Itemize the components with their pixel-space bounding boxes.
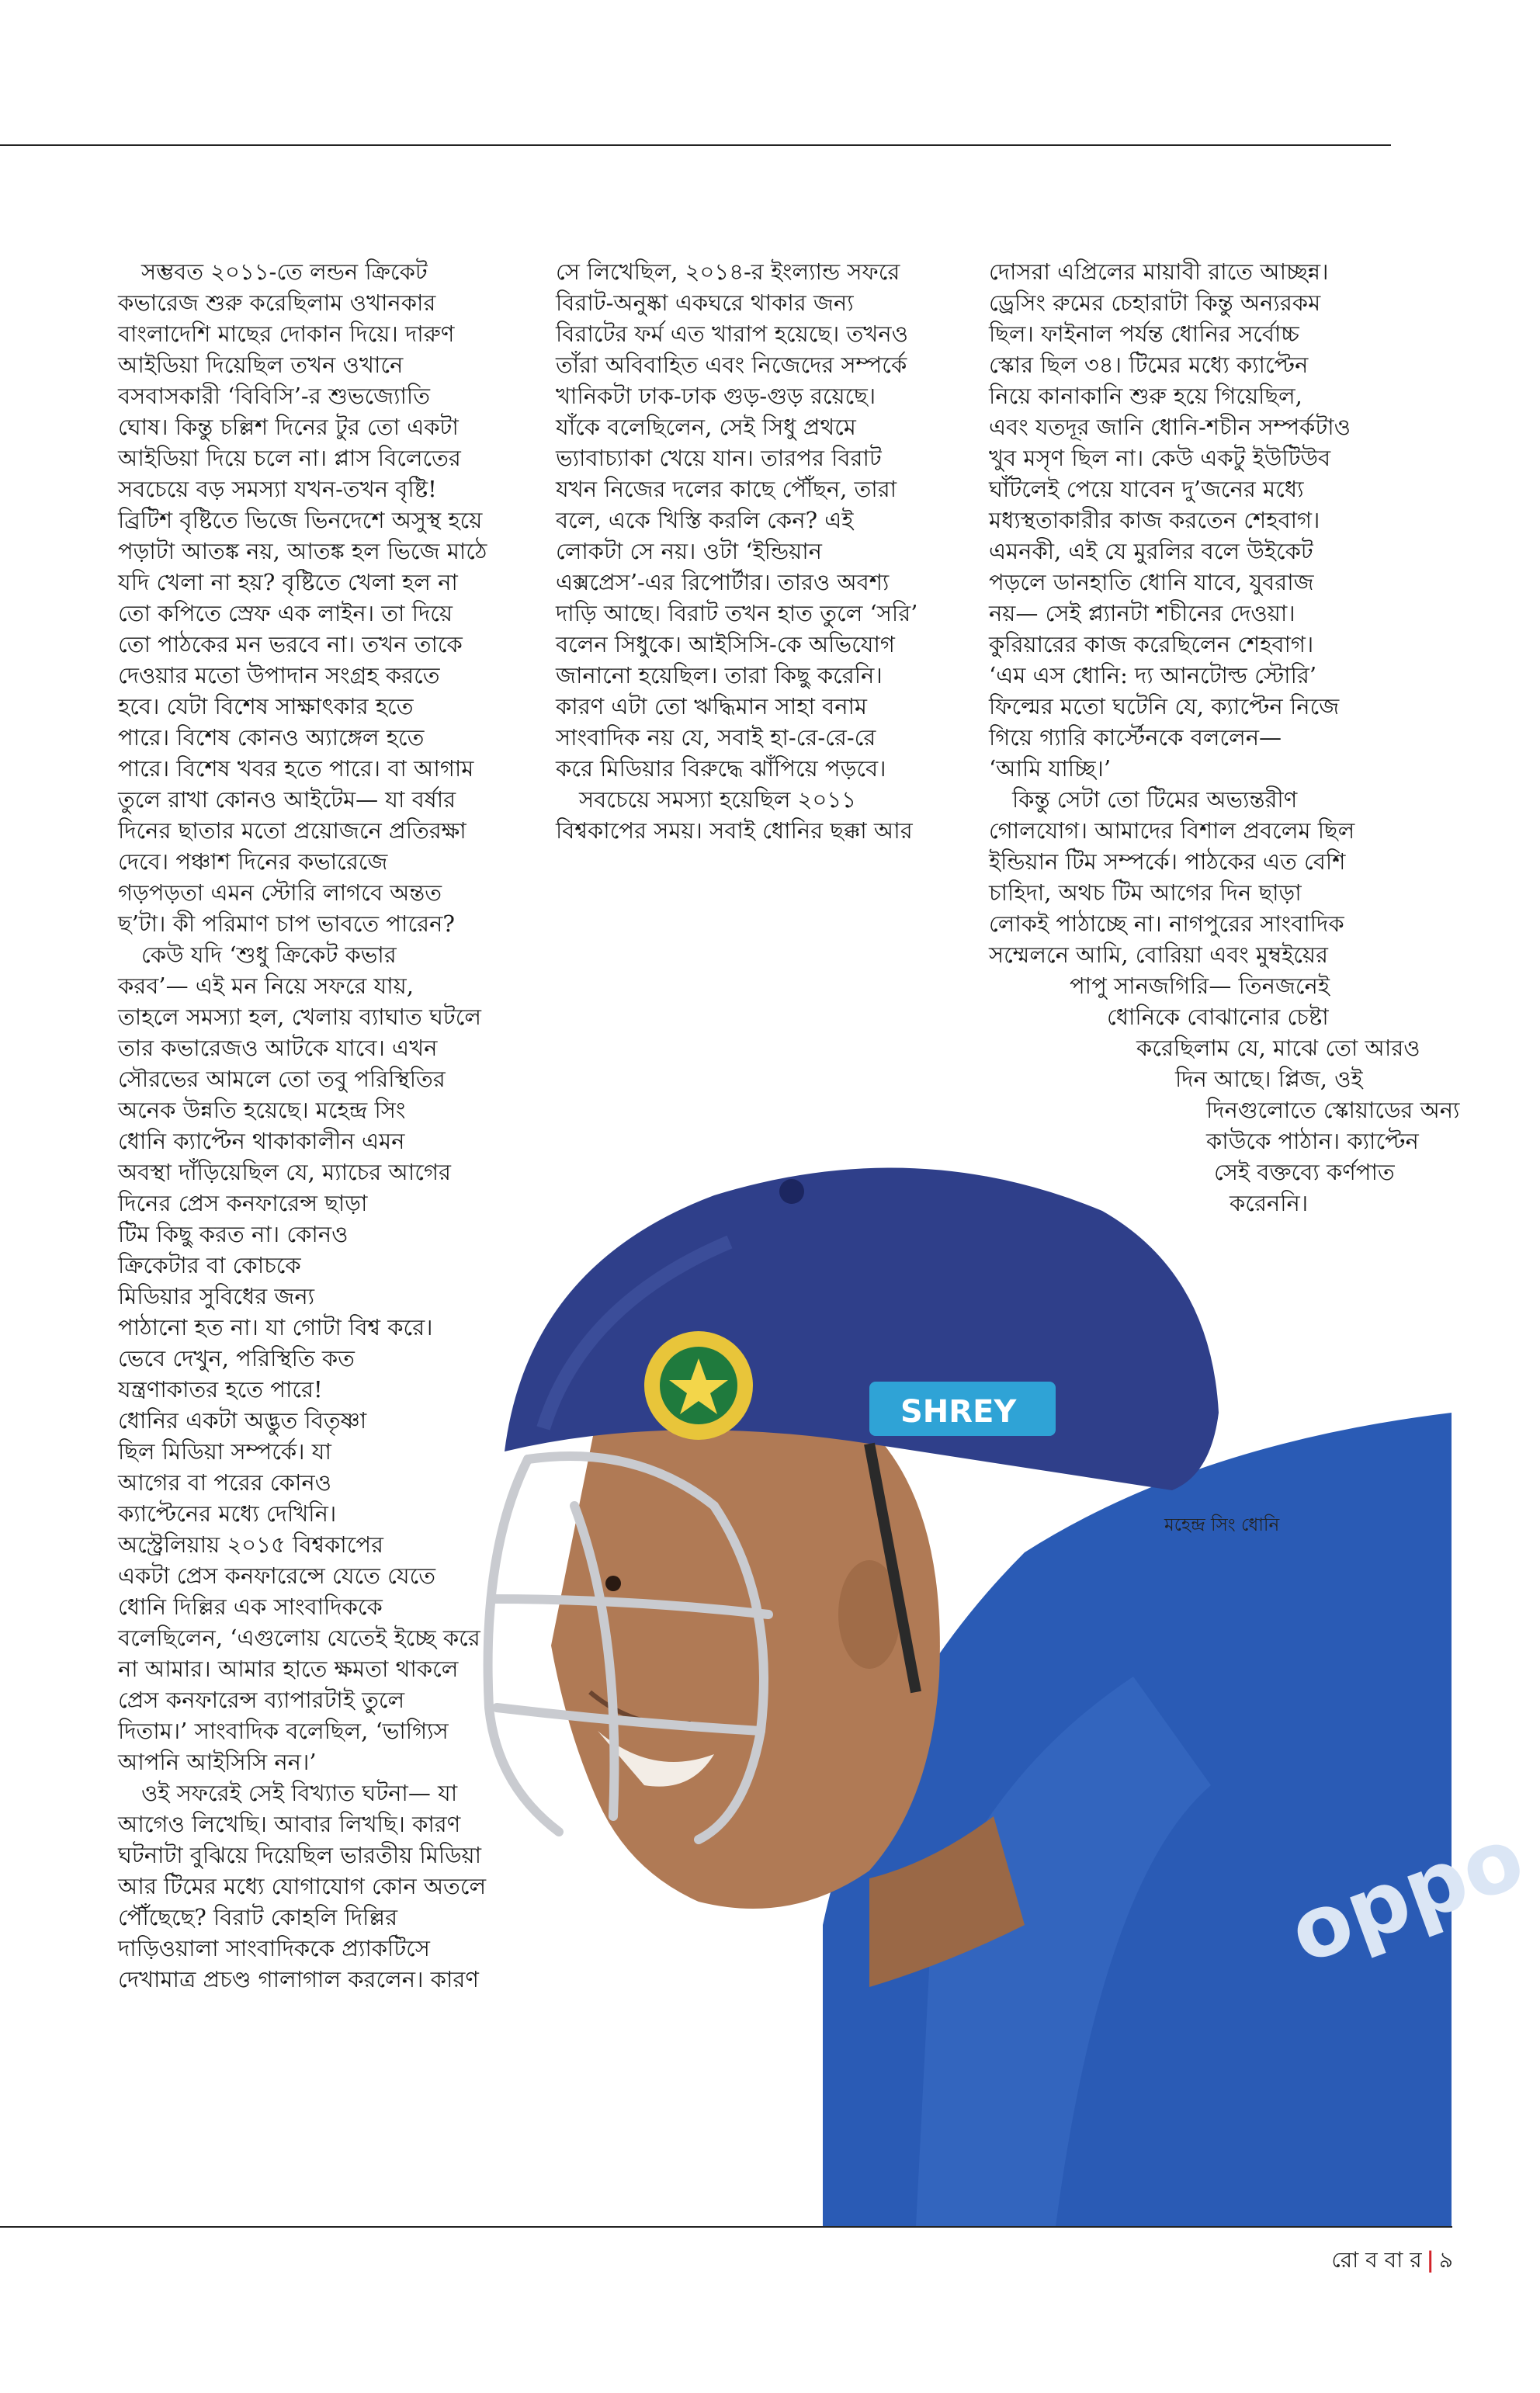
article-column-1 <box>118 256 487 1995</box>
text-line: আপনি আইসিসি নন।’ <box>118 1749 317 1775</box>
text-line: দিন আছে। প্লিজ, ওই <box>1175 1066 1363 1092</box>
text-line: তুলে রাখা কোনও আইটেম— যা বর্ষার <box>118 786 456 813</box>
text-line: ক্যাপ্টেনের মধ্যে দেখিনি। <box>118 1500 337 1527</box>
text-line: বাংলাদেশি মাছের দোকান দিয়ে। দারুণ <box>118 321 455 347</box>
text-line: ওই সফরেই সেই বিখ্যাত ঘটনা— যা <box>141 1780 458 1806</box>
text-line: বিশ্বকাপের সময়। সবাই ধোনির ছক্কা আর <box>556 817 913 844</box>
text-line: তাঁরা অবিবাহিত এবং নিজেদের সম্পর্কে <box>556 352 907 378</box>
text-line: দাড়ি আছে। বিরাট তখন হাত তুলে ‘সরি’ <box>556 600 918 626</box>
text-line: সম্ভবত ২০১১-তে লন্ডন ক্রিকেট <box>141 258 428 285</box>
text-line: আগের বা পরের কোনও <box>118 1469 332 1496</box>
text-line: বলে, একে খিস্তি করলি কেন? এই <box>556 507 854 533</box>
article-column-2 <box>556 256 917 846</box>
text-line: সবচেয়ে সমস্যা হয়েছিল ২০১১ <box>579 786 857 813</box>
text-line: চাহিদা, অথচ টিম আগের দিন ছাড়া <box>989 879 1302 906</box>
text-line: পড়লে ডানহাতি ধোনি যাবে, যুবরাজ <box>989 569 1314 595</box>
text-line: সে লিখেছিল, ২০১৪-র ইংল্যান্ড সফরে <box>556 258 900 285</box>
text-line: নিয়ে কানাকানি শুরু হয়ে গিয়েছিল, <box>989 383 1302 409</box>
text-line: ঘাঁটলেই পেয়ে যাবেন দু’জনের মধ্যে <box>989 476 1304 502</box>
text-line: অনেক উন্নতি হয়েছে। মহেন্দ্র সিং <box>118 1097 406 1123</box>
text-line: ধোনির একটা অদ্ভুত বিতৃষ্ণা <box>118 1407 367 1434</box>
text-line: পড়াটা আতঙ্ক নয়, আতঙ্ক হল ভিজে মাঠে <box>118 538 487 564</box>
text-line: এক্সপ্রেস’-এর রিপোর্টার। তারও অবশ্য <box>556 569 890 595</box>
text-line: দেওয়ার মতো উপাদান সংগ্রহ করতে <box>118 662 440 688</box>
text-line: লোকই পাঠাচ্ছে না। নাগপুরের সাংবাদিক <box>989 910 1344 937</box>
text-line: ‘আমি যাচ্ছি।’ <box>989 755 1112 782</box>
text-line: বিরাটের ফর্ম এত খারাপ হয়েছে। তখনও <box>556 321 908 347</box>
text-line: হবে। যেটা বিশেষ সাক্ষাৎকার হতে <box>118 693 414 720</box>
text-line: আগেও লিখেছি। আবার লিখছি। কারণ <box>118 1811 461 1837</box>
text-line: আইডিয়া দিয়েছিল তখন ওখানে <box>118 352 404 378</box>
text-line: পৌঁছেছে? বিরাট কোহলি দিল্লির <box>118 1904 398 1930</box>
text-line: মিডিয়ার সুবিধের জন্য <box>118 1283 315 1309</box>
text-line: দেবে। পঞ্চাশ দিনের কভারেজে <box>118 848 388 875</box>
text-line: পাপু সানজগিরি— তিনজনেই <box>1070 973 1330 999</box>
text-line: ধোনি দিল্লির এক সাংবাদিককে <box>118 1594 383 1620</box>
bottom-rule <box>0 2226 1452 2228</box>
text-line: দিনের প্রেস কনফারেন্স ছাড়া <box>118 1190 368 1216</box>
text-line: দিনের ছাতার মতো প্রয়োজনে প্রতিরক্ষা <box>118 817 467 844</box>
text-line: কিন্তু সেটা তো টিমের অভ্যন্তরীণ <box>1012 786 1298 813</box>
text-line: জানানো হয়েছিল। তারা কিছু করেনি। <box>556 662 883 688</box>
text-line: ভ্যাবাচ্যাকা খেয়ে যান। তারপর বিরাট <box>556 445 882 471</box>
text-line: কভারেজ শুরু করেছিলাম ওখানকার <box>118 290 436 316</box>
bcci-logo-icon <box>644 1331 753 1440</box>
text-line: যখন নিজের দলের কাছে পৌঁছন, তারা <box>556 476 897 502</box>
text-line: যদি খেলা না হয়? বৃষ্টিতে খেলা হল না <box>118 569 458 595</box>
page-footer <box>1331 2243 1453 2280</box>
footer-separator: | <box>1426 2247 1434 2273</box>
text-line: সম্মেলনে আমি, বোরিয়া এবং মুম্বইয়ের <box>989 942 1328 968</box>
text-line: খানিকটা ঢাক-ঢাক গুড়-গুড় রয়েছে। <box>556 383 876 409</box>
page-number: ৯ <box>1438 2247 1453 2273</box>
text-line: ইন্ডিয়ান টিম সম্পর্কে। পাঠকের এত বেশি <box>989 848 1346 875</box>
text-line: সেই বক্তব্যে কর্ণপাত <box>1214 1159 1395 1185</box>
text-line: সবচেয়ে বড় সমস্যা যখন-তখন বৃষ্টি! <box>118 476 437 502</box>
text-line: ধোনিকে বোঝানোর চেষ্টা <box>1107 1004 1329 1030</box>
text-line: আইডিয়া দিয়ে চলে না। প্লাস বিলেতের <box>118 445 461 471</box>
text-line: ফিল্মের মতো ঘটেনি যে, ক্যাপ্টেন নিজে <box>989 693 1340 720</box>
text-line: সৌরভের আমলে তো তবু পরিস্থিতির <box>118 1066 446 1092</box>
text-line: ড্রেসিং রুমের চেহারাটা কিন্তু অন্যরকম <box>989 290 1321 316</box>
text-line: কাউকে পাঠান। ক্যাপ্টেন <box>1206 1128 1419 1154</box>
text-line: পাঠানো হত না। যা গোটা বিশ্ব করে। <box>118 1314 433 1340</box>
text-line: করেছিলাম যে, মাঝে তো আরও <box>1136 1035 1420 1061</box>
text-line: টিম কিছু করত না। কোনও <box>118 1221 349 1247</box>
text-line: দোসরা এপ্রিলের মায়াবী রাতে আচ্ছন্ন। <box>989 258 1329 285</box>
text-line: ছিল মিডিয়া সম্পর্কে। যা <box>118 1438 331 1465</box>
text-line: যাঁকে বলেছিলেন, সেই সিধু প্রথমে <box>556 414 856 440</box>
text-line: পারে। বিশেষ খবর হতে পারে। বা আগাম <box>118 755 474 782</box>
text-line: তার কভারেজও আটকে যাবে। এখন <box>118 1035 438 1061</box>
text-line: ধোনি ক্যাপ্টেন থাকাকালীন এমন <box>118 1128 405 1154</box>
text-line: এমনকী, এই যে মুরলির বলে উইকেট <box>989 538 1313 564</box>
text-line: কারণ এটা তো ঋদ্ধিমান সাহা বনাম <box>556 693 868 720</box>
text-line: তো পাঠকের মন ভরবে না। তখন তাকে <box>118 631 463 657</box>
text-line: বসবাসকারী ‘বিবিসি’-র শুভজ্যোতি <box>118 383 430 409</box>
text-line: প্রেস কনফারেন্স ব্যাপারটাই তুলে <box>118 1687 405 1713</box>
text-line: আর টিমের মধ্যে যোগাযোগ কোন অতলে <box>118 1873 487 1899</box>
text-line: স্কোর ছিল ৩৪। টিমের মধ্যে ক্যাপ্টেন <box>989 352 1309 378</box>
helmet-vent <box>779 1179 804 1204</box>
text-line: গিয়ে গ্যারি কার্স্টেনকে বললেন— <box>989 724 1282 751</box>
text-line: তাহলে সমস্যা হল, খেলায় ব্যাঘাত ঘটলে <box>118 1004 481 1030</box>
text-line: এবং যতদূর জানি ধোনি-শচীন সম্পর্কটাও <box>989 414 1351 440</box>
text-line: ঘোষ। কিন্তু চল্লিশ দিনের টুর তো একটা <box>118 414 459 440</box>
text-line: দিতাম।’ সাংবাদিক বলেছিল, ‘ভাগ্যিস <box>118 1718 449 1744</box>
text-line: খুব মসৃণ ছিল না। কেউ একটু ইউটিউব <box>989 445 1331 471</box>
text-line: নয়— সেই প্ল্যানটা শচীনের দেওয়া। <box>989 600 1295 626</box>
text-line: কুরিয়ারের কাজ করেছিলেন শেহবাগ। <box>989 631 1314 657</box>
text-line: দিনগুলোতে স্কোয়াডের অন্য <box>1206 1097 1460 1123</box>
text-line: ক্রিকেটার বা কোচকে <box>118 1252 301 1278</box>
dhoni-photo <box>435 1009 1536 2226</box>
top-rule <box>0 144 1391 146</box>
text-line: ছ’টা। কী পরিমাণ চাপ ভাবতে পারেন? <box>118 910 455 937</box>
text-line: ব্রিটিশ বৃষ্টিতে ভিজে ভিনদেশে অসুস্থ হয়ে <box>118 507 483 533</box>
text-line: না আমার। আমার হাতে ক্ষমতা থাকলে <box>118 1656 459 1682</box>
helmet-brand-label: SHREY <box>900 1394 1017 1430</box>
text-line: দাড়িওয়ালা সাংবাদিককে প্র্যাকটিসে <box>118 1935 430 1961</box>
text-line: ভেবে দেখুন, পরিস্থিতি কত <box>118 1345 355 1372</box>
text-line: বলেছিলেন, ‘এগুলোয় যেতেই ইচ্ছে করে <box>118 1625 480 1651</box>
text-line: করেননি। <box>1230 1190 1309 1216</box>
text-line: গড়পড়তা এমন স্টোরি লাগবে অন্তত <box>118 879 442 906</box>
text-line: যন্ত্রণাকাতর হতে পারে! <box>118 1376 323 1403</box>
text-line: অস্ট্রেলিয়ায় ২০১৫ বিশ্বকাপের <box>118 1531 384 1558</box>
text-line: ঘটনাটা বুঝিয়ে দিয়েছিল ভারতীয় মিডিয়া <box>118 1842 482 1868</box>
text-line: দেখামাত্র প্রচণ্ড গালাগাল করলেন। কারণ <box>118 1966 479 1992</box>
text-line: অবস্থা দাঁড়িয়েছিল যে, ম্যাচের আগের <box>118 1159 451 1185</box>
text-line: তো কপিতে স্রেফ এক লাইন। তা দিয়ে <box>118 600 453 626</box>
photo-caption: মহেন্দ্র সিং ধোনি <box>1164 1515 1280 1535</box>
text-line: করে মিডিয়ার বিরুদ্ধে ঝাঁপিয়ে পড়বে। <box>556 755 886 782</box>
text-line: একটা প্রেস কনফারেন্সে যেতে যেতে <box>118 1562 436 1589</box>
text-line: বলেন সিধুকে। আইসিসি-কে অভিযোগ <box>556 631 895 657</box>
text-line: মধ্যস্থতাকারীর কাজ করতেন শেহবাগ। <box>989 507 1320 533</box>
text-line: ‘এম এস ধোনি: দ্য আনটোল্ড স্টোরি’ <box>989 662 1317 688</box>
magazine-name: রো ব বা র <box>1331 2247 1422 2273</box>
jersey-logo-text: oppo <box>1277 1807 1536 1983</box>
text-line: সাংবাদিক নয় যে, সবাই হা-রে-রে-রে <box>556 724 876 751</box>
text-line: পারে। বিশেষ কোনও অ্যাঙ্গেল হতে <box>118 724 425 751</box>
text-line: বিরাট-অনুষ্কা একঘরে থাকার জন্য <box>556 290 854 316</box>
text-line: ছিল। ফাইনাল পর্যন্ত ধোনির সর্বোচ্চ <box>989 321 1299 347</box>
text-line: কেউ যদি ‘শুধু ক্রিকেট কভার <box>141 942 397 968</box>
text-line: লোকটা সে নয়। ওটা ‘ইন্ডিয়ান <box>556 538 822 564</box>
text-line: করব’— এই মন নিয়ে সফরে যায়, <box>118 973 414 999</box>
text-line: গোলযোগ। আমাদের বিশাল প্রবলেম ছিল <box>989 817 1355 844</box>
